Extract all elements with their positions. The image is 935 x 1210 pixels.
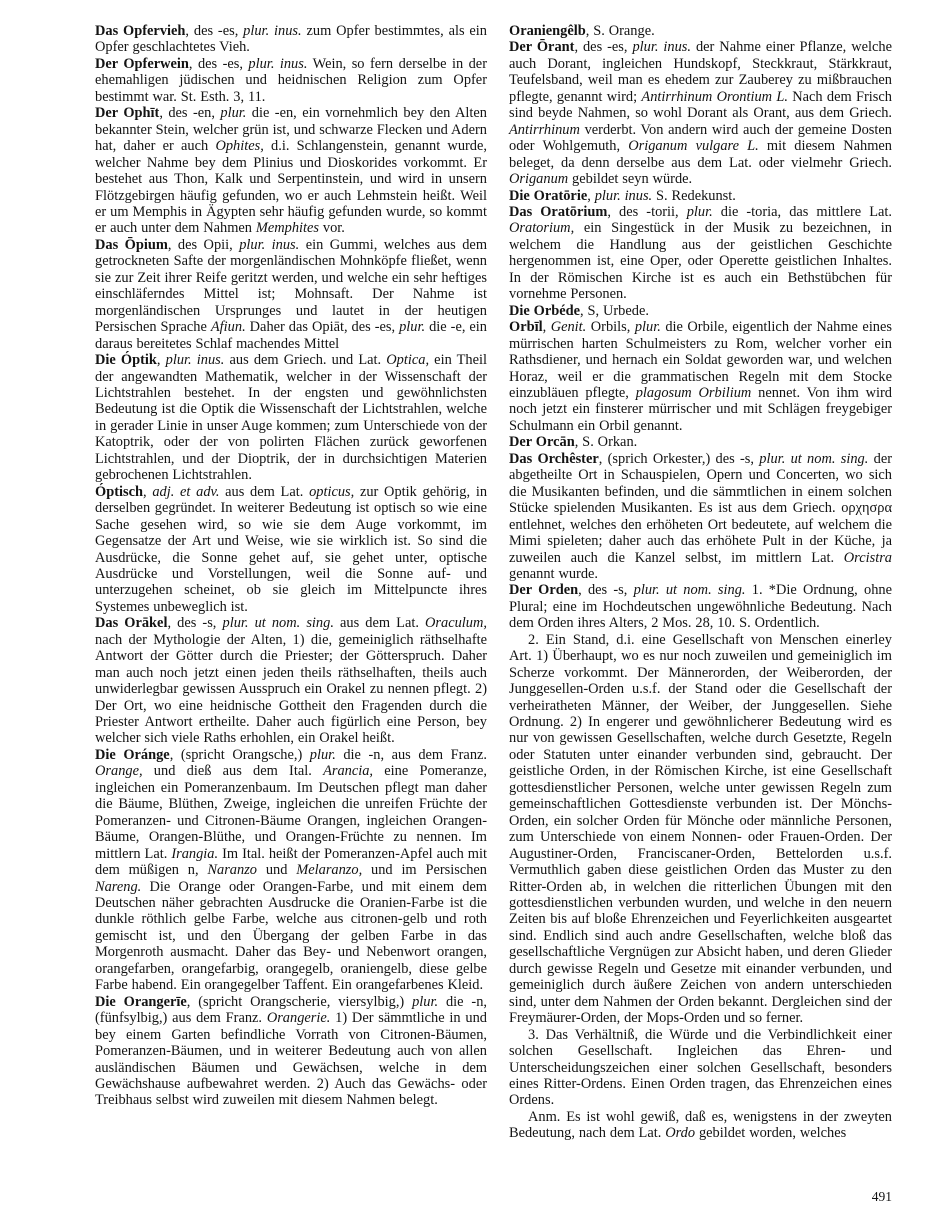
entry-text: die -en, ein vornehmlich bey den Alten bekannter Stein, welcher grün ist, und schwarze Flecken und Adern hat, daher er auch xyxy=(95,105,487,155)
italic-term: Genit. xyxy=(550,319,587,336)
entry-text: Orbils, xyxy=(586,319,635,336)
headword: Der Ophīt xyxy=(95,105,160,122)
headword: Óptisch xyxy=(95,483,143,500)
entry-text: aus dem Lat. xyxy=(333,615,426,632)
headword: Die Oratōrie xyxy=(509,187,588,204)
italic-term: plagosum Orbilium xyxy=(635,384,752,401)
dictionary-entry xyxy=(509,39,892,187)
italic-term: plur. inus. xyxy=(632,39,692,56)
dictionary-entry xyxy=(95,615,487,747)
entry-text: Wein, so fern derselbe in der ehemahligen jüdischen und heidnischen Religion zum Opfer bestimmt war. St. Esth. 3, 11. xyxy=(95,55,487,105)
italic-term: plur. xyxy=(412,993,439,1010)
headword: Oraniengêlb xyxy=(509,23,586,39)
dictionary-entry xyxy=(509,582,892,631)
text-column-left xyxy=(95,23,487,1109)
entry-text: und xyxy=(257,862,297,879)
entry-text: die -toria, das mittlere Lat. xyxy=(712,203,893,220)
italic-term: adj. et adv. xyxy=(152,483,220,500)
entry-text: der Nahme einer Pflanze, welche auch Dorant, ingleichen Hundskopf, Steckkraut, Stärkkraut, Teufelsband, weil man es ehedem zur Zauberey zu mißbrauchen pflegte, genannt wird; xyxy=(509,39,892,105)
entry-text: , des -s, xyxy=(167,615,223,632)
italic-term: plur. inus. xyxy=(594,187,653,204)
italic-term: plur. xyxy=(399,319,426,336)
entry-text: mit diesem Nahmen beleget, da denn derselbe aus dem Lat. oder vielmehr Griech. xyxy=(509,138,892,171)
italic-term: Orangerie. xyxy=(266,1010,331,1027)
italic-term: plur. ut nom. sing. xyxy=(759,450,869,467)
entry-text: aus dem Griech. und Lat. xyxy=(224,352,387,369)
entry-text: nach der Mythologie der Alten, 1) die, gemeiniglich räthselhafte Antwort der Götter durch die Priester; der Götterspruch. Daher man auch noch jetzt einen jeden theils räthselhaften, theils auch unwiderlegbar gewissen Ausspruch ein Orakel zu nennen pflegt. 2) Der Ort, wo eine heidnische Gottheit den Fragenden durch die Priester Antwort ertheilte. Daher auch figürlich eine Person, bey welcher sich viele Raths erhohlen, ein Orakel heißt. xyxy=(95,631,487,747)
entry-text: , (sprich Orkester,) des -s, xyxy=(598,450,760,467)
dictionary-entry xyxy=(509,319,892,434)
entry-text: , S. Orange. xyxy=(585,23,655,39)
entry-text: Die Orange oder Orangen-Farbe, und mit einem dem Deutschen näher gebrachten Ausdrucke die Oranien-Farbe ist die dunkle röthlich gelbe Farbe, welche aus citronen-gelb und roth gemischt ist, und den Übergang der gelben Farbe in das Morgenroth ausmacht. Daher das Bey- und Nebenwort orangen, orangefarben, orangefarbig, orangegelb, oraniengelb, diese gelbe Farbe habend. Ein orangegelber Taffent. Ein orangefarbenes Kleid. xyxy=(95,878,487,994)
dictionary-entry xyxy=(95,352,487,484)
italic-term: plur. xyxy=(220,105,247,122)
dictionary-entry xyxy=(509,451,892,583)
entry-text: ein Theil der angewandten Mathematik, welcher in der Wissenschaft der Lichtstrahlen bestehet. In der engsten und gewöhnlichsten Bedeutung ist die Optik die Wissenschaft der Lichtstrahlen, welche in gerader Linie in unser Auge kommen; zum Unterschiede von der Katoptrik, oder der von polirten Flächen zurück geworfenen Lichtstrahlen, und der Dioptrik, der in durchsichtigen Materien gebrochenen Lichtstrahlen. xyxy=(95,352,488,484)
italic-term: plur. inus. xyxy=(248,55,308,72)
headword: Der Orcān xyxy=(509,434,575,451)
dictionary-entry xyxy=(509,23,892,39)
entry-text: , des -en, xyxy=(159,105,221,122)
entry-text: vor. xyxy=(319,220,345,237)
entry-text: , des -es, xyxy=(188,55,249,72)
dictionary-entry xyxy=(509,1109,892,1142)
italic-term: plur. xyxy=(634,319,661,336)
entry-text: , (spricht Orangsche,) xyxy=(169,746,310,763)
entry-text: , des -es, xyxy=(185,23,244,39)
italic-term: Melaranzo, xyxy=(296,862,363,879)
entry-text: ein Singestück in der Musik zu bezeichnen, in welchem die Handlung aus der geistlichen Geschichte hergenommen ist, eine Oper, oder Operette geistlichen Inhaltes. In der Römischen Kirche ist es auch ein Bethstübchen für vornehme Personen. xyxy=(509,220,892,303)
entry-text: 1) Der sämmtliche in und bey einem Garten befindliche Vorrath von Citronen-Bäumen, Pomeranzen-Bäumen, und in weiterer Bedeutung auch von allen ausländischen Bäumen und Gewächsen, welche in dem Gewächshause aufbewahret werden. 2) Auch das Gewächs- oder Treibhaus selbst wird zuweilen mit diesem Nahmen belegt. xyxy=(95,1010,487,1109)
headword: Die Óptik xyxy=(95,352,157,369)
italic-term: Optica, xyxy=(386,352,430,369)
headword: Die Orbéde xyxy=(509,302,581,319)
entry-text: 2. Ein Stand, d.i. eine Gesellschaft von Menschen einerley Art. 1) Überhaupt, wo es nur noch zuweilen und gemeiniglich im Scherze vorkommt. Der Männerorden, der Weiberorden, der Junggesellen-Orden u.s.f. der Stand oder die Gesellschaft der verheiratheten Männer, der Weiber, der Junggesellen. Siehe Ordnung. 2) In engerer und gewöhnlicherer Bedeutung wird es nur von gewissen Gesellschaften, welche durch Gesetzte, Regeln oder Statuten unter einander verbunden sind, gebraucht. Der geistliche Orden, in der Römischen Kirche, ist eine Gesellschaft gottesdienstlicher Personen, welche unter gewissen Regeln zum gemeinschaftlichen Gottesdienste verbunden ist. Der Mönchs-Orden, ein solcher Orden für Mönche oder männliche Personen, zum Unterschiede von einem Nonnen- oder Frauen-Orden. Der Augustiner-Orden, Franciscaner-Orden, Bettelorden u.s.f. Vermuthlich gaben diese geistlichen Orden das Muster zu den Ritter-Orden ab, in welchen die ritterlichen Übungen mit den gottesdienstlichen verbunden wurden, und welche in den neuern Zeiten bis auf bloße Ehrenzeichen und Feyerlichkeiten ausgeartet sind. Endlich sind auch andre Gesellschaften, welche bloß das gesellschaftliche Vergnügen zur Absicht haben, und deren Glieder durch gewisse Regeln und Gesetze mit einander verbunden, und gemeiniglich durch äußere Zeichen von andern unterschieden sind, unter dem Nahmen der Orden bekannt. Dergleichen sind der Freymäurer-Orden, der Mops-Orden und so ferner. xyxy=(509,631,892,1027)
entry-text: , S, Urbede. xyxy=(580,302,649,319)
italic-term: Orcistra xyxy=(843,549,892,566)
dictionary-entry xyxy=(509,303,892,319)
italic-term: Naranzo xyxy=(207,862,257,879)
entry-text: 3. Das Verhältniß, die Würde und die Verbindlichkeit einer solchen Gesellschaft. Ingleichen das Ehren- und Unterscheidungszeichen einer solchen Gesellschaft, besonders eines Ritter-Ordens. Einen Orden tragen, das Ehrenzeichen eines Ordens. xyxy=(509,1026,892,1109)
italic-term: Antirrhinum Orontium L. xyxy=(641,88,788,105)
italic-term: Oratorium, xyxy=(509,220,575,237)
entry-text: 1. *Die Ordnung, ohne Plural; eine im Hochdeutschen ungewöhnliche Bedeutung. Nach dem Orden ihres Alters, 2 Mos. 28, 10. S. Ordentlich. xyxy=(509,582,892,632)
italic-term: plur. ut nom. sing. xyxy=(633,582,746,599)
italic-term: Orange, xyxy=(95,763,143,780)
entry-text: gebildet seyn würde. xyxy=(568,171,693,188)
italic-term: plur. inus. xyxy=(165,352,225,369)
headword: Der Opferwein xyxy=(95,55,189,72)
entry-text: Nach dem Frisch sind beyde Nahmen, so wohl Dorant als Orant, aus dem Griech. xyxy=(509,88,892,122)
headword: Der Ōrant xyxy=(509,39,575,56)
dictionary-entry xyxy=(95,747,487,994)
dictionary-entry xyxy=(95,23,487,56)
entry-text: gebildet worden, welches xyxy=(695,1125,847,1142)
dictionary-entry xyxy=(509,204,892,303)
entry-text: nennet. Von ihm wird noch jetzt ein finsterer mürrischer und mit Schlägen freygebiger Schulmann ein Orbil genannt. xyxy=(509,384,893,434)
entry-text: genannt wurde. xyxy=(509,565,598,582)
entry-text: eine Pomeranze, ingleichen ein Pomeranzenbaum. Im Deutschen pflegt man daher die Bäume, Blüthen, Zweige, ingleichen die unreifen Früchte der Pomeranzen- und Citronen-Bäume Orangen, ingleichen Orangen-Bäume, Orangen-Blüthe, und Orangen-Früchte zu nennen. Im mittlern Lat. xyxy=(95,763,487,862)
dictionary-entry xyxy=(509,632,892,1027)
italic-term: Origanum vulgare L. xyxy=(628,138,759,155)
entry-text: , xyxy=(142,483,153,500)
entry-text: die -e, ein daraus bereitetes Schlaf machendes Mittel xyxy=(95,319,488,352)
entry-text: , des -s, xyxy=(578,582,634,599)
text-column-right xyxy=(509,23,892,1142)
entry-text: Daher das Opiāt, des -es, xyxy=(245,319,400,336)
dictionary-entry xyxy=(509,1027,892,1109)
entry-text: und dieß aus dem Ital. xyxy=(142,763,324,780)
italic-term: Oraculum, xyxy=(425,615,487,632)
entry-text: S. Redekunst. xyxy=(652,187,736,204)
italic-term: Afiun. xyxy=(210,319,246,336)
italic-term: opticus, xyxy=(309,483,355,500)
entry-text: , S. Orkan. xyxy=(574,434,638,451)
entry-text: der abgetheilte Ort in Schauspielen, Opern und Concerten, wo sich die Musikanten befinden, und die sämmtlichen in einem solchen Stücke spielenden Musikanten. Es ist aus dem Griech. ορχησρα entlehnet, welches den erhöheten Ort bedeutete, auf welchem die Mimi spieleten; daher auch das erhöhete Pult in der Küche, ja zuweilen auch die Kanzel selbst, im mittlern Lat. xyxy=(509,450,892,566)
headword: Das Opfervieh xyxy=(95,23,186,39)
italic-term: Arancia, xyxy=(323,763,374,780)
italic-term: plur. xyxy=(309,746,336,763)
entry-text: , xyxy=(587,187,595,204)
headword: Das Ōpium xyxy=(95,236,168,253)
entry-text: ein Gummi, welches aus dem getrockneten Safte der morgenländischen Mohnköpfe fließet, wenn sie zur Zeit ihrer Reife geritzt werden, und welche ein sehr heftiges einschläferndes Mittel ist; Mohnsaft. Der Nahme ist morgenländischen Ursprunges und lautet in der heutigen Persischen Sprache xyxy=(95,236,488,336)
headword: Das Orchêster xyxy=(509,450,599,467)
entry-text: und im Persischen xyxy=(362,862,488,879)
entry-text: aus dem Lat. xyxy=(219,483,310,500)
dictionary-entry xyxy=(95,994,487,1109)
dictionary-entry xyxy=(509,188,892,204)
headword: Die Orangerīe xyxy=(95,993,187,1010)
italic-term: plur. inus. xyxy=(243,23,302,39)
entry-text: die -n, aus dem Franz. xyxy=(335,746,487,763)
headword: Das Orākel xyxy=(95,615,168,632)
dictionary-entry xyxy=(95,484,487,616)
entry-text: , xyxy=(156,352,166,369)
headword: Die Oránge xyxy=(95,746,170,763)
italic-term: plur. ut nom. sing. xyxy=(222,615,334,632)
entry-text: die -n, (fünfsylbig,) aus dem Franz. xyxy=(95,993,487,1027)
entry-text: verderbt. Von andern wird auch der gemeine Dosten oder Wohlgemuth, xyxy=(509,121,892,155)
entry-text: , (spricht Orangscherie, viersylbig,) xyxy=(186,993,413,1010)
entry-text: , des Opii, xyxy=(167,236,240,253)
italic-term: plur. inus. xyxy=(239,236,300,253)
italic-term: Origanum xyxy=(509,171,569,188)
entry-text: die Orbile, eigentlich der Nahme eines mürrischen harten Schulmeisters zu Rom, welcher vorher ein Rathsdiener, und hernach ein Soldat geworden war, und welchen Horaz, weil er die grammatischen Regeln mit dem Stocke einzubläuen pflegte, xyxy=(509,319,892,401)
italic-term: Ordo xyxy=(665,1125,696,1142)
italic-term: Antirrhinum xyxy=(509,121,580,138)
entry-text: Anm. Es ist wohl gewiß, daß es, wenigstens in der zweyten Bedeutung, nach dem Lat. xyxy=(509,1108,892,1142)
entry-text: Im Ital. heißt der Pomeranzen-Apfel auch mit dem müßigen n, xyxy=(95,845,487,879)
italic-term: Irangia. xyxy=(171,845,219,862)
headword: Orbīl xyxy=(509,319,543,336)
headword: Der Orden xyxy=(509,582,579,599)
entry-text: zur Optik gehörig, in derselben gegründet. In weiterer Bedeutung ist optisch so wie eine Sache gesehen wird, so wie sie dem Auge vorkommt, im Gegensatze der Art und Weise, wie sie wirklich ist. So sind die Ausdrücke, die Sonne gehet auf, sie gehet unter, optische Ausdrücke und Vorstellungen, weil die Sonne auf- und unterzugehen scheinet, ob sie gleich im Mittelpuncte ihres Systemes unbeweglich ist. xyxy=(95,483,488,615)
italic-term: Ophites, xyxy=(215,138,264,155)
entry-text: , des -torii, xyxy=(607,203,687,220)
entry-text: , xyxy=(542,319,551,336)
dictionary-entry xyxy=(509,434,892,450)
dictionary-entry xyxy=(95,56,487,105)
italic-term: plur. xyxy=(686,203,713,220)
page-number: 491 xyxy=(871,1189,892,1204)
dictionary-entry xyxy=(95,237,487,352)
italic-term: Nareng. xyxy=(95,878,142,895)
dictionary-entry xyxy=(95,105,487,237)
italic-term: Memphites xyxy=(255,220,320,237)
entry-text: d.i. Schlangenstein, genannt wurde, welcher Nahme bey dem Plinius und Dioskorides vorkommt. Er bestehet aus Thon, Kalk und Serpentinstein, und wird in unsern Flötzgebirgen häufig gefunden, wo er auch Lehmstein heißt. Weil er um Memphis in Ägypten sehr häufig gefunden wurde, so kommt er auch unter dem Nahmen xyxy=(95,138,487,237)
entry-text: , des -es, xyxy=(574,39,633,56)
entry-text: zum Opfer bestimmtes, als ein Opfer geschlachtetes Vieh. xyxy=(95,23,488,56)
headword: Das Oratōrium xyxy=(509,203,608,220)
